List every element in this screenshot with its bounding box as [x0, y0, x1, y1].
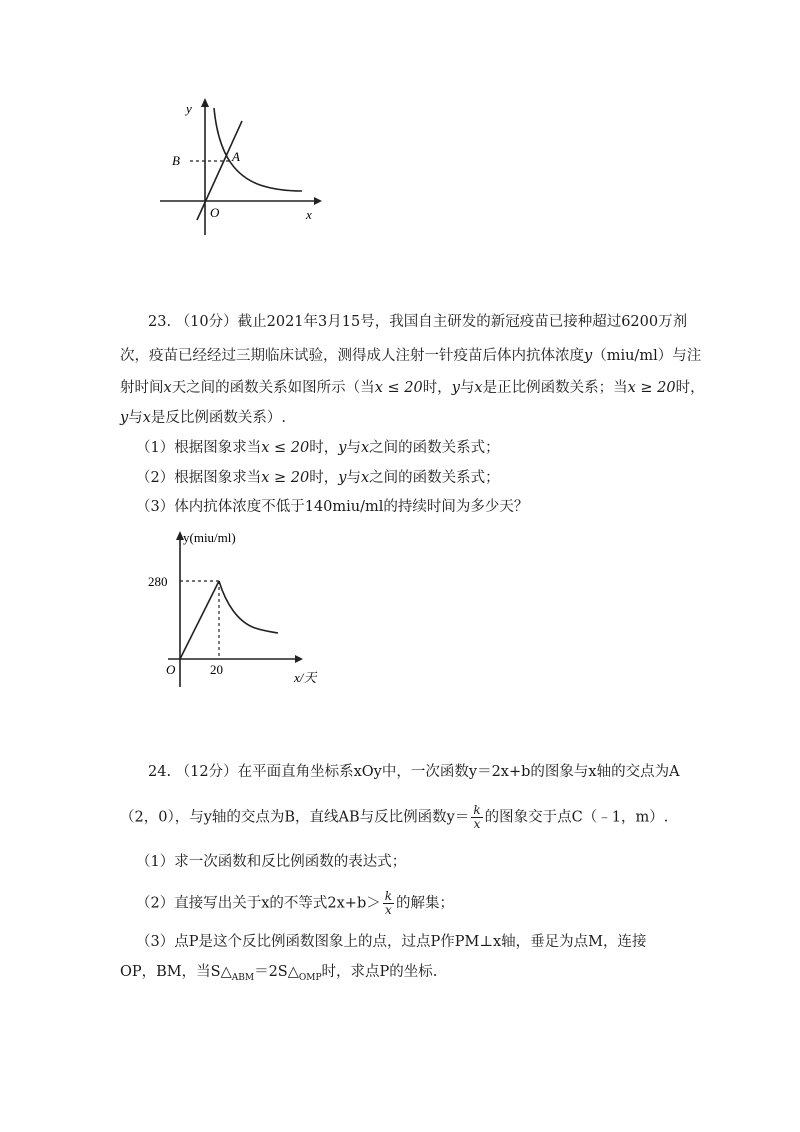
- q24-line-last: OP，BM，当$S\triangle_{ABM}=2S\triangle_{OMP}$时，求点P的坐标.: [120, 964, 438, 983]
- fraction-k-over-x-2: $\frac{k}{x}$: [384, 889, 393, 917]
- tick-280: 280: [148, 574, 168, 589]
- fraction-k-over-x: $\frac{k}{x}$: [473, 803, 481, 831]
- label-x: x/天: [294, 670, 317, 685]
- label-y: y(miu/ml): [183, 530, 236, 545]
- q24-line2: （2，0），与y轴的交点为B，直线AB与反比例函数y＝ $\frac{k}{x}$ 的图象交于点C（﹣1，m）.: [120, 803, 669, 831]
- q24-sub1: （1）求一次函数和反比例函数的表达式；: [136, 854, 407, 870]
- q23-line1: 23. （10分）截止2021年3月15号，我国自主研发的新冠疫苗已接种超过6200万剂: [148, 314, 688, 330]
- x-axis-arrow: [295, 655, 303, 663]
- y-axis-arrow: [201, 98, 209, 107]
- q23-line3: 射时间x天之间的函数关系如图所示（当x ≤ 20时，y与x是正比例函数关系；当x ≥ 20时，: [120, 380, 705, 396]
- rising-segment: [180, 581, 219, 659]
- figure-1-graph: [150, 95, 330, 240]
- q23-sub2: （2）根据图象求当x ≥ 20时，y与x之间的函数关系式；: [136, 470, 500, 486]
- label-b: B: [172, 153, 180, 168]
- label-x: x: [306, 207, 312, 222]
- decay-curve: [219, 581, 278, 633]
- q24-sub2: （2）直接写出关于x的不等式2x+b＞ $\frac{k}{x}$ 的解集；: [136, 889, 455, 917]
- hyperbola-curve: [214, 108, 302, 191]
- q23-sub1: （1）根据图象求当x ≤ 20时，y与x之间的函数关系式；: [136, 440, 500, 456]
- label-y: y: [186, 101, 192, 116]
- q23-sub3: （3）体内抗体浓度不低于140miu/ml的持续时间为多少天？: [136, 499, 529, 515]
- q24-sub3: （3）点P是这个反比例函数图象上的点，过点P作PM⊥x轴，垂足为点M，连接: [136, 934, 647, 950]
- tick-20: 20: [210, 662, 223, 677]
- label-o: O: [166, 662, 176, 677]
- label-o: O: [210, 205, 220, 220]
- x-axis-arrow: [314, 197, 322, 205]
- label-a: A: [232, 149, 240, 164]
- q23-line4: y与x是反比例函数关系）.: [120, 410, 286, 426]
- q24-line1: 24. （12分）在平面直角坐标系xOy中，一次函数y＝2x+b的图象与x轴的交点为A: [148, 764, 680, 780]
- q23-line2: 次，疫苗已经经过三期临床试验，测得成人注射一针疫苗后体内抗体浓度y（miu/ml）与注: [120, 348, 702, 364]
- figure-2-graph: [148, 522, 340, 694]
